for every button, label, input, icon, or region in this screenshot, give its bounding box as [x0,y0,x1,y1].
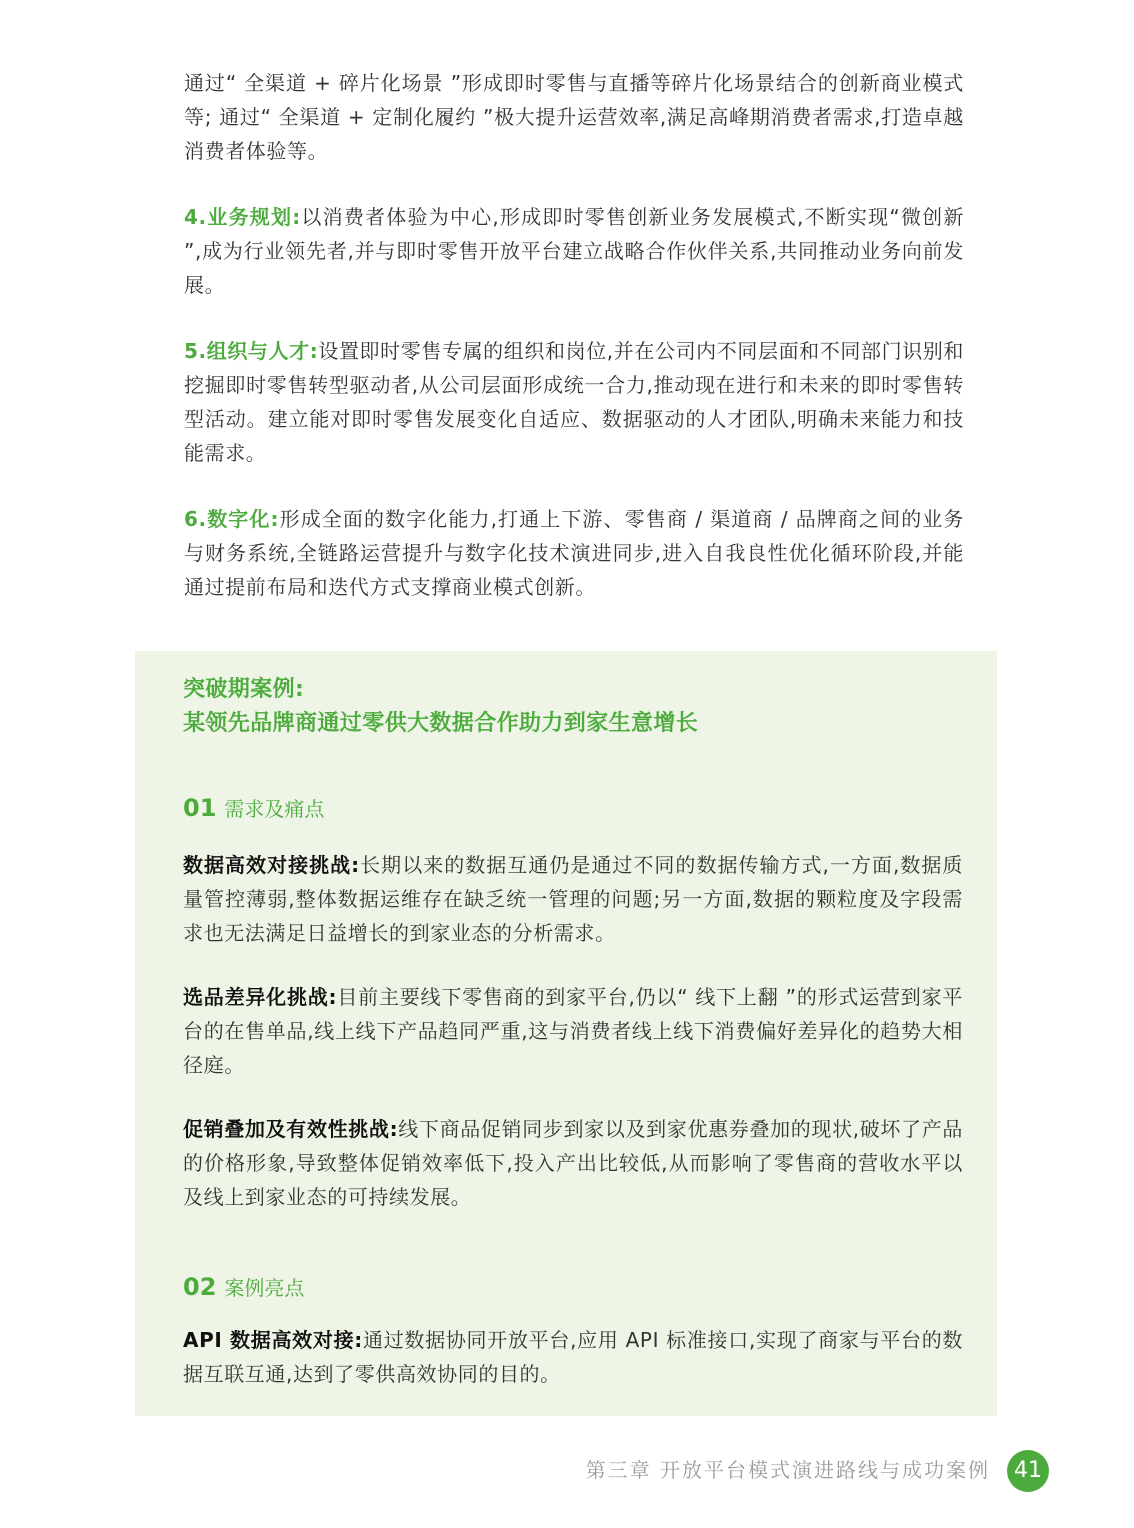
item-digitalization [184,502,964,604]
section-label: 需求及痛点 [224,797,325,821]
item-business-planning [184,200,964,302]
item-organization-talent-lead: 5.组织与人才: [184,339,319,363]
challenge-lead: 促销叠加及有效性挑战: [183,1117,399,1141]
section-number: 01 [183,794,217,822]
highlight-api-integration [183,1323,963,1391]
case-study-content [183,673,963,1421]
case-title-line1: 突破期案例: [183,677,305,702]
section-heading-highlights [183,1272,963,1303]
challenge-text: 线下商品促销同步到家以及到家优惠券叠加的现状,破坏了产品的价格形象,导致整体促销效率低下,投入产出比较低,从而影响了零售商的营收水平以及线上到家业态的可持续发展。 [183,1117,963,1209]
item-business-planning-text: 以消费者体验为中心,形成即时零售创新业务发展模式,不断实现“微创新 ”,成为行业领先者,并与即时零售开放平台建立战略合作伙伴关系,共同推动业务向前发展。 [184,205,964,297]
section-label: 案例亮点 [224,1276,305,1300]
item-organization-talent-text: 设置即时零售专属的组织和岗位,并在公司内不同层面和不同部门识别和挖掘即时零售转型驱动者,从公司层面形成统一合力,推动现在进行和未来的即时零售转型活动。建立能对即时零售发展变化自适应、数据驱动的人才团队,明确未来能力和技能需求。 [184,339,965,465]
item-digitalization-text: 形成全面的数字化能力,打通上下游、零售商 / 渠道商 / 品牌商之间的业务与财务系统,全链路运营提升与数字化技术演进同步,进入自我良性优化循环阶段,并能通过提前布局和迭代方式支撑商业模式创新。 [184,507,964,599]
page-number-badge: 41 [1007,1450,1049,1492]
highlight-text: 通过数据协同开放平台,应用 API 标准接口,实现了商家与平台的数据互联互通,达到了零供高效协同的目的。 [183,1328,964,1386]
challenge-promotion [183,1112,963,1214]
challenge-text: 目前主要线下零售商的到家平台,仍以“ 线下上翻 ”的形式运营到家平台的在售单品,线上线下产品趋同严重,这与消费者线上线下消费偏好差异化的趋势大相径庭。 [183,985,963,1077]
case-study-box [135,651,997,1416]
case-title-line2: 某领先品牌商通过零供大数据合作助力到家生意增长 [183,711,699,736]
intro-paragraph [184,66,964,168]
item-business-planning-lead: 4.业务规划: [184,205,301,229]
item-digitalization-lead: 6.数字化: [184,507,280,531]
intro-paragraph-text: 通过“ 全渠道 + 碎片化场景 ”形成即时零售与直播等碎片化场景结合的创新商业模式等; 通过“ 全渠道 + 定制化履约 ”极大提升运营效率,满足高峰期消费者需求,打造卓越消费者体验等。 [184,71,964,163]
section-number: 02 [183,1273,217,1301]
chapter-footer: 第三章 开放平台模式演进路线与成功案例 [585,1458,990,1482]
challenge-data-integration [183,848,963,950]
highlight-lead: API 数据高效对接: [183,1328,363,1352]
challenge-text: 长期以来的数据互通仍是通过不同的数据传输方式,一方面,数据质量管控薄弱,整体数据运维存在缺乏统一管理的问题;另一方面,数据的颗粒度及字段需求也无法满足日益增长的到家业态的分析需求。 [183,853,963,945]
item-organization-talent [184,334,964,470]
intro-section [184,66,964,636]
challenge-product-selection [183,980,963,1082]
challenge-lead: 选品差异化挑战: [183,985,338,1009]
section-heading-needs [183,793,963,824]
challenge-lead: 数据高效对接挑战: [183,853,360,877]
